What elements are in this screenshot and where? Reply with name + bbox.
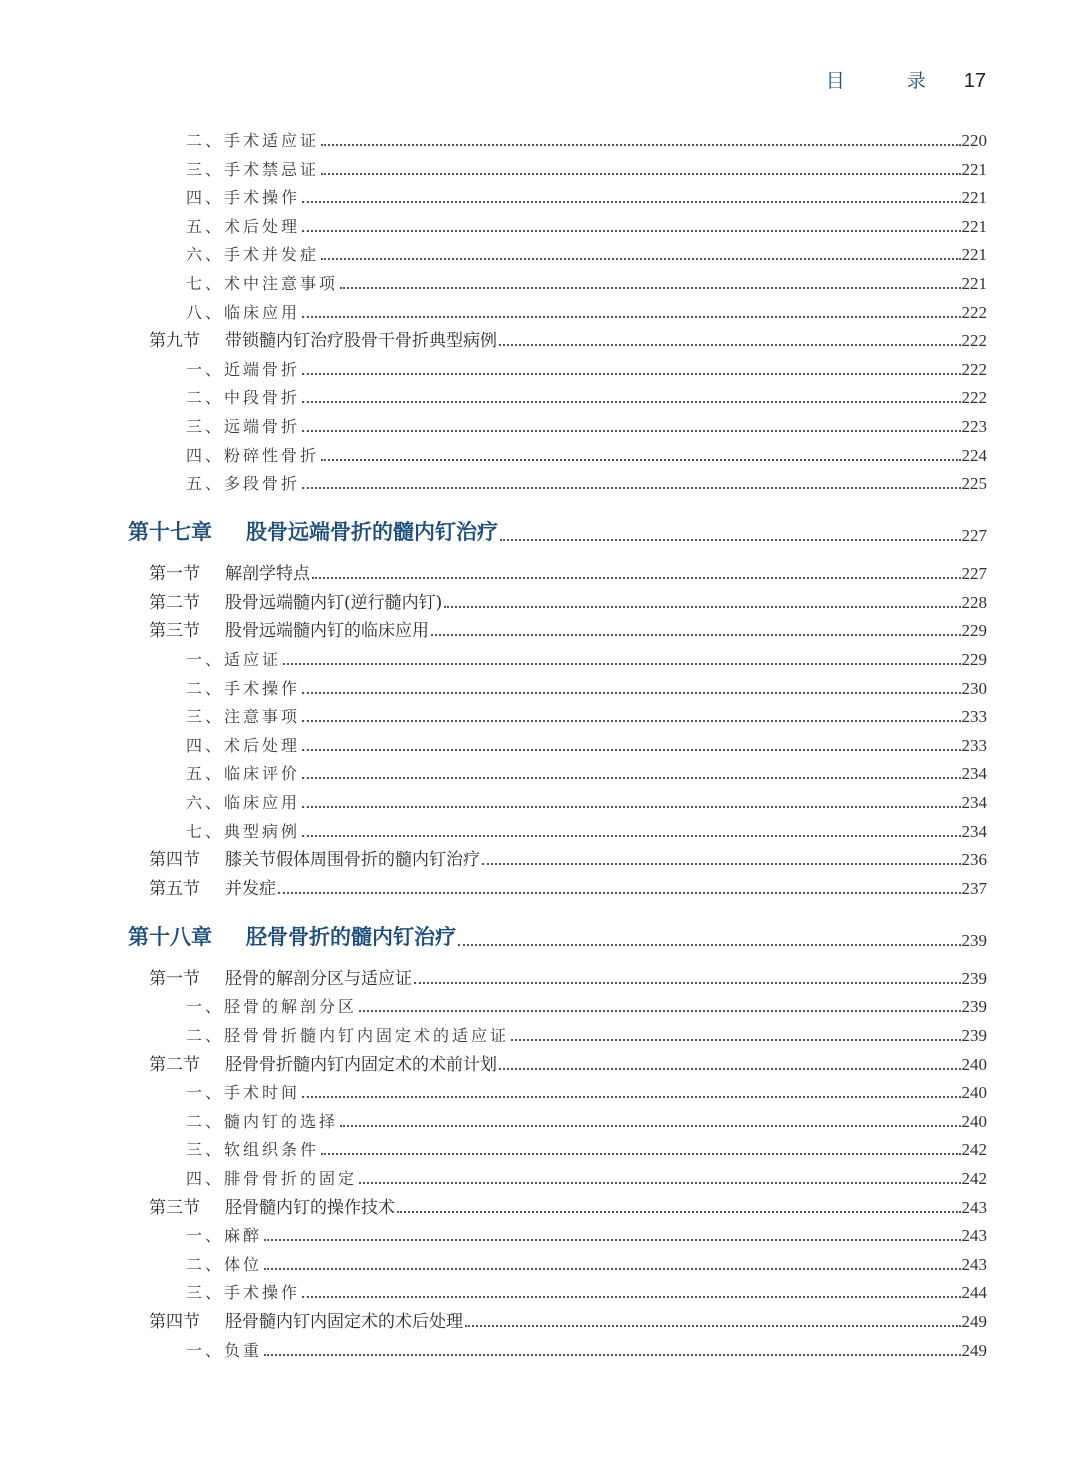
toc-item-entry — [0, 299, 987, 323]
toc-entry-title — [186, 994, 357, 1017]
toc-entry-title — [186, 647, 281, 670]
toc-entry-title — [186, 1338, 262, 1361]
dot-leader — [302, 691, 960, 694]
toc-item-entry — [0, 127, 987, 151]
toc-section-entry — [0, 327, 987, 351]
dot-leader — [302, 315, 960, 318]
toc-entry-title — [186, 1137, 319, 1160]
toc-section-entry — [0, 846, 987, 870]
toc-entry-text: 胫骨骨折的髓内钉治疗 — [246, 923, 456, 949]
dot-leader — [340, 1124, 960, 1127]
toc-entry-title — [186, 733, 300, 756]
toc-entry-text: 五、多段骨折 — [186, 474, 301, 494]
toc-item-entry — [0, 156, 987, 180]
toc-entry-title — [186, 385, 300, 408]
toc-entry-text: 一、麻醉 — [186, 1226, 263, 1246]
toc-entry-page: 234 — [961, 821, 987, 841]
toc-entry-title — [186, 1252, 262, 1275]
toc-entry-text: 三、远端骨折 — [186, 417, 301, 436]
dot-leader — [264, 1353, 960, 1356]
toc-entry-page: 242 — [961, 1169, 987, 1188]
toc-item-entry — [0, 1136, 987, 1160]
toc-entry-page: 221 — [961, 216, 987, 236]
dot-leader — [444, 605, 960, 608]
toc-entry-text: 二、髓内钉的选择 — [186, 1111, 339, 1131]
toc-entry-title — [149, 874, 276, 899]
toc-entry-title — [149, 1050, 497, 1075]
toc-entry-label: 第十七章 — [128, 519, 212, 545]
toc-entry-title — [186, 128, 319, 151]
dot-leader — [359, 1181, 960, 1184]
toc-entry-page: 223 — [961, 417, 987, 436]
toc-entry-title — [186, 790, 300, 813]
toc-entry-page: 220 — [961, 131, 987, 150]
toc-entry-label: 第十八章 — [128, 923, 212, 949]
toc-entry-title — [186, 414, 300, 437]
toc-entry-page: 225 — [961, 474, 987, 494]
toc-entry-text: 八、临床应用 — [186, 302, 301, 322]
toc-entry-text: 一、手术时间 — [186, 1083, 301, 1103]
dot-leader — [321, 257, 960, 260]
toc-entry-page: 227 — [961, 526, 987, 546]
toc-item-entry — [0, 1079, 987, 1103]
dot-leader — [499, 343, 961, 346]
toc-entry-page: 239 — [961, 1026, 987, 1045]
toc-entry-page: 228 — [961, 592, 987, 612]
dot-leader — [359, 1009, 960, 1012]
toc-entry-title — [186, 157, 319, 180]
toc-entry-page: 243 — [961, 1197, 987, 1217]
dot-leader — [321, 143, 960, 146]
header-title: 目 录 — [825, 70, 954, 92]
toc-entry-title — [186, 1023, 509, 1046]
toc-entry-page: 234 — [961, 764, 987, 784]
toc-entry-text: 四、术后处理 — [186, 735, 301, 755]
toc-entry-page: 242 — [961, 1140, 987, 1160]
toc-entry-page: 224 — [961, 445, 987, 465]
toc-entry-page: 240 — [961, 1054, 987, 1074]
toc-entry-title — [186, 704, 300, 727]
toc-entry-label: 第二节 — [149, 592, 200, 613]
toc-entry-page: 239 — [961, 968, 987, 988]
toc-entry-title — [149, 616, 429, 641]
toc-item-entry — [0, 413, 987, 437]
toc-entry-text: 七、术中注意事项 — [186, 274, 339, 293]
dot-leader — [499, 1067, 961, 1070]
toc-entry-page: 227 — [961, 564, 987, 584]
toc-entry-text: 一、负重 — [186, 1340, 263, 1360]
toc-entry-title — [186, 761, 300, 784]
toc-entry-page: 244 — [961, 1283, 987, 1303]
toc-entry-page: 221 — [961, 159, 987, 179]
toc-entry-title — [149, 845, 480, 870]
toc-item-entry — [0, 993, 987, 1017]
toc-entry-label: 第二节 — [149, 1054, 200, 1075]
toc-item-entry — [0, 1279, 987, 1303]
toc-section-entry — [0, 560, 987, 584]
toc-entry-title — [149, 559, 310, 584]
toc-entry-text: 四、粉碎性骨折 — [186, 445, 320, 465]
dot-leader — [312, 576, 961, 579]
toc-entry-label: 第三节 — [149, 621, 200, 642]
toc-entry-page: 249 — [961, 1312, 987, 1331]
dot-leader — [511, 1038, 960, 1041]
toc-item-entry — [0, 732, 987, 756]
toc-section-entry — [0, 589, 987, 613]
toc-item-entry — [0, 1337, 987, 1361]
dot-leader — [302, 486, 960, 489]
toc-item-entry — [0, 675, 987, 699]
toc-chapter-entry — [0, 921, 987, 951]
dot-leader — [283, 662, 960, 665]
toc-entry-page: 221 — [961, 188, 987, 208]
dot-leader — [302, 372, 960, 375]
dot-leader — [321, 1152, 960, 1155]
toc-entry-text: 股骨远端骨折的髓内钉治疗 — [246, 519, 498, 545]
toc-section-entry — [0, 1051, 987, 1075]
toc-entry-text: 三、手术禁忌证 — [186, 159, 320, 179]
toc-entry-title — [186, 819, 300, 842]
toc-item-entry — [0, 1022, 987, 1046]
toc-entry-page: 230 — [961, 678, 987, 698]
dot-leader — [302, 200, 960, 203]
toc-entry-label: 第四节 — [149, 1312, 200, 1332]
toc-entry-text: 胫骨髓内钉的操作技术 — [225, 1197, 395, 1218]
dot-leader — [302, 229, 960, 232]
toc-entry-page: 239 — [961, 997, 987, 1017]
dot-leader — [458, 943, 961, 946]
toc-entry-title — [186, 1109, 338, 1132]
toc-entry-text: 解剖学特点 — [225, 564, 310, 585]
toc-entry-page: 239 — [961, 930, 987, 950]
toc-entry-text: 胫骨骨折髓内钉内固定术的术前计划 — [225, 1054, 497, 1075]
toc-entry-page: 222 — [961, 388, 987, 408]
toc-entry-text: 胫骨的解剖分区与适应证 — [225, 968, 412, 989]
toc-entry-label: 第一节 — [149, 564, 200, 585]
toc-entry-label: 第三节 — [149, 1197, 200, 1218]
dot-leader — [302, 1095, 960, 1098]
toc-entry-page: 222 — [961, 302, 987, 322]
toc-entry-text: 七、典型病例 — [186, 821, 301, 841]
toc-entry-page: 233 — [961, 735, 987, 755]
toc-entry-text: 四、腓骨骨折的固定 — [186, 1169, 358, 1188]
toc-item-entry — [0, 646, 987, 670]
toc-item-entry — [0, 1108, 987, 1132]
toc-item-entry — [0, 442, 987, 466]
toc-entry-text: 二、手术操作 — [186, 678, 301, 698]
toc-entry-page: 221 — [961, 274, 987, 293]
toc-item-entry — [0, 1251, 987, 1275]
toc-entry-text: 三、手术操作 — [186, 1283, 301, 1303]
toc-entry-title — [149, 1193, 395, 1218]
toc-section-entry — [0, 1308, 987, 1332]
dot-leader — [321, 458, 960, 461]
toc-entry-text: 二、手术适应证 — [186, 131, 320, 150]
dot-leader — [302, 748, 960, 751]
toc-entry-page: 243 — [961, 1254, 987, 1274]
toc-item-entry — [0, 384, 987, 408]
toc-section-entry — [0, 617, 987, 641]
header-page-number: 17 — [963, 70, 986, 92]
dot-leader — [482, 862, 961, 865]
toc-entry-text: 五、术后处理 — [186, 216, 301, 236]
toc-item-entry — [0, 470, 987, 494]
toc-entry-title — [186, 1080, 300, 1103]
toc-section-entry — [0, 1194, 987, 1218]
toc-entry-page: 233 — [961, 707, 987, 727]
dot-leader — [302, 776, 960, 779]
toc-entry-title — [128, 516, 498, 546]
toc-entry-title — [128, 921, 456, 951]
toc-entry-text: 带锁髓内钉治疗股骨干骨折典型病例 — [225, 331, 497, 352]
toc-item-entry — [0, 270, 987, 294]
dot-leader — [302, 400, 960, 403]
dot-leader — [264, 1238, 960, 1241]
toc-entry-text: 一、适应证 — [186, 650, 282, 669]
toc-entry-page: 222 — [961, 331, 987, 351]
dot-leader — [500, 538, 961, 541]
toc-entry-page: 221 — [961, 245, 987, 265]
toc-entry-text: 一、近端骨折 — [186, 359, 301, 379]
toc-entry-label: 第一节 — [149, 968, 200, 989]
toc-entry-label: 第五节 — [149, 878, 200, 899]
toc-entry-text: 三、注意事项 — [186, 707, 301, 727]
page-header — [826, 66, 986, 93]
toc-entry-title — [186, 242, 319, 265]
toc-entry-title — [186, 676, 300, 699]
dot-leader — [302, 834, 960, 837]
dot-leader — [465, 1324, 961, 1327]
toc-entry-title — [186, 185, 300, 208]
dot-leader — [302, 1295, 960, 1298]
toc-entry-title — [186, 1166, 357, 1189]
toc-entry-text: 一、胫骨的解剖分区 — [186, 997, 358, 1017]
toc-entry-title — [186, 443, 319, 466]
toc-entry-page: 229 — [961, 621, 987, 641]
toc-item-entry — [0, 213, 987, 237]
dot-leader — [431, 633, 961, 636]
toc-entry-page: 237 — [961, 878, 987, 898]
toc-entry-text: 六、手术并发症 — [186, 245, 320, 265]
dot-leader — [264, 1267, 960, 1270]
toc-entry-page: 240 — [961, 1111, 987, 1131]
toc-item-entry — [0, 356, 987, 380]
toc-entry-page: 229 — [961, 650, 987, 669]
toc-entry-page: 236 — [961, 850, 987, 870]
toc-section-entry — [0, 875, 987, 899]
toc-entry-title — [186, 357, 300, 380]
toc-entry-text: 四、手术操作 — [186, 188, 301, 208]
dot-leader — [302, 429, 960, 432]
toc-item-entry — [0, 703, 987, 727]
toc-entry-text: 股骨远端髓内钉的临床应用 — [225, 621, 429, 642]
toc-item-entry — [0, 241, 987, 265]
toc-item-entry — [0, 184, 987, 208]
toc-item-entry — [0, 760, 987, 784]
toc-entry-text: 五、临床评价 — [186, 764, 301, 784]
toc-entry-page: 243 — [961, 1226, 987, 1246]
toc-entry-page: 234 — [961, 793, 987, 812]
toc-entry-text: 三、软组织条件 — [186, 1140, 320, 1160]
toc-entry-text: 股骨远端髓内钉(逆行髓内钉) — [225, 592, 443, 613]
dot-leader — [414, 981, 961, 984]
toc-entry-text: 六、临床应用 — [186, 793, 301, 812]
toc-entry-label: 第四节 — [149, 850, 200, 871]
toc-entry-text: 二、中段骨折 — [186, 388, 301, 408]
toc-entry-text: 二、体位 — [186, 1254, 263, 1274]
toc-entry-page: 222 — [961, 359, 987, 379]
toc-entry-label: 第九节 — [149, 331, 200, 352]
toc-chapter-entry — [0, 516, 987, 546]
toc-entry-title — [149, 588, 442, 613]
toc-entry-text: 膝关节假体周围骨折的髓内钉治疗 — [225, 850, 480, 871]
toc-entry-page: 240 — [961, 1083, 987, 1103]
toc-section-entry — [0, 965, 987, 989]
dot-leader — [302, 805, 960, 808]
dot-leader — [302, 719, 960, 722]
toc-entry-title — [186, 471, 300, 494]
dot-leader — [278, 891, 961, 894]
toc-item-entry — [0, 1165, 987, 1189]
toc-entry-title — [149, 964, 412, 989]
toc-entry-title — [186, 214, 300, 237]
toc-entry-text: 并发症 — [225, 878, 276, 899]
toc-item-entry — [0, 818, 987, 842]
toc-entry-title — [149, 1307, 463, 1332]
dot-leader — [340, 286, 960, 289]
dot-leader — [321, 172, 960, 175]
toc-entry-title — [149, 326, 497, 351]
toc-entry-text: 胫骨髓内钉内固定术的术后处理 — [225, 1312, 463, 1332]
toc-item-entry — [0, 1222, 987, 1246]
toc-entry-title — [186, 1280, 300, 1303]
toc-entry-page: 249 — [961, 1340, 987, 1360]
toc-item-entry — [0, 789, 987, 813]
toc-entry-title — [186, 271, 338, 294]
dot-leader — [397, 1210, 961, 1213]
toc-entry-title — [186, 300, 300, 323]
toc-entry-title — [186, 1223, 262, 1246]
toc-entry-text: 二、胫骨骨折髓内钉内固定术的适应证 — [186, 1026, 510, 1045]
